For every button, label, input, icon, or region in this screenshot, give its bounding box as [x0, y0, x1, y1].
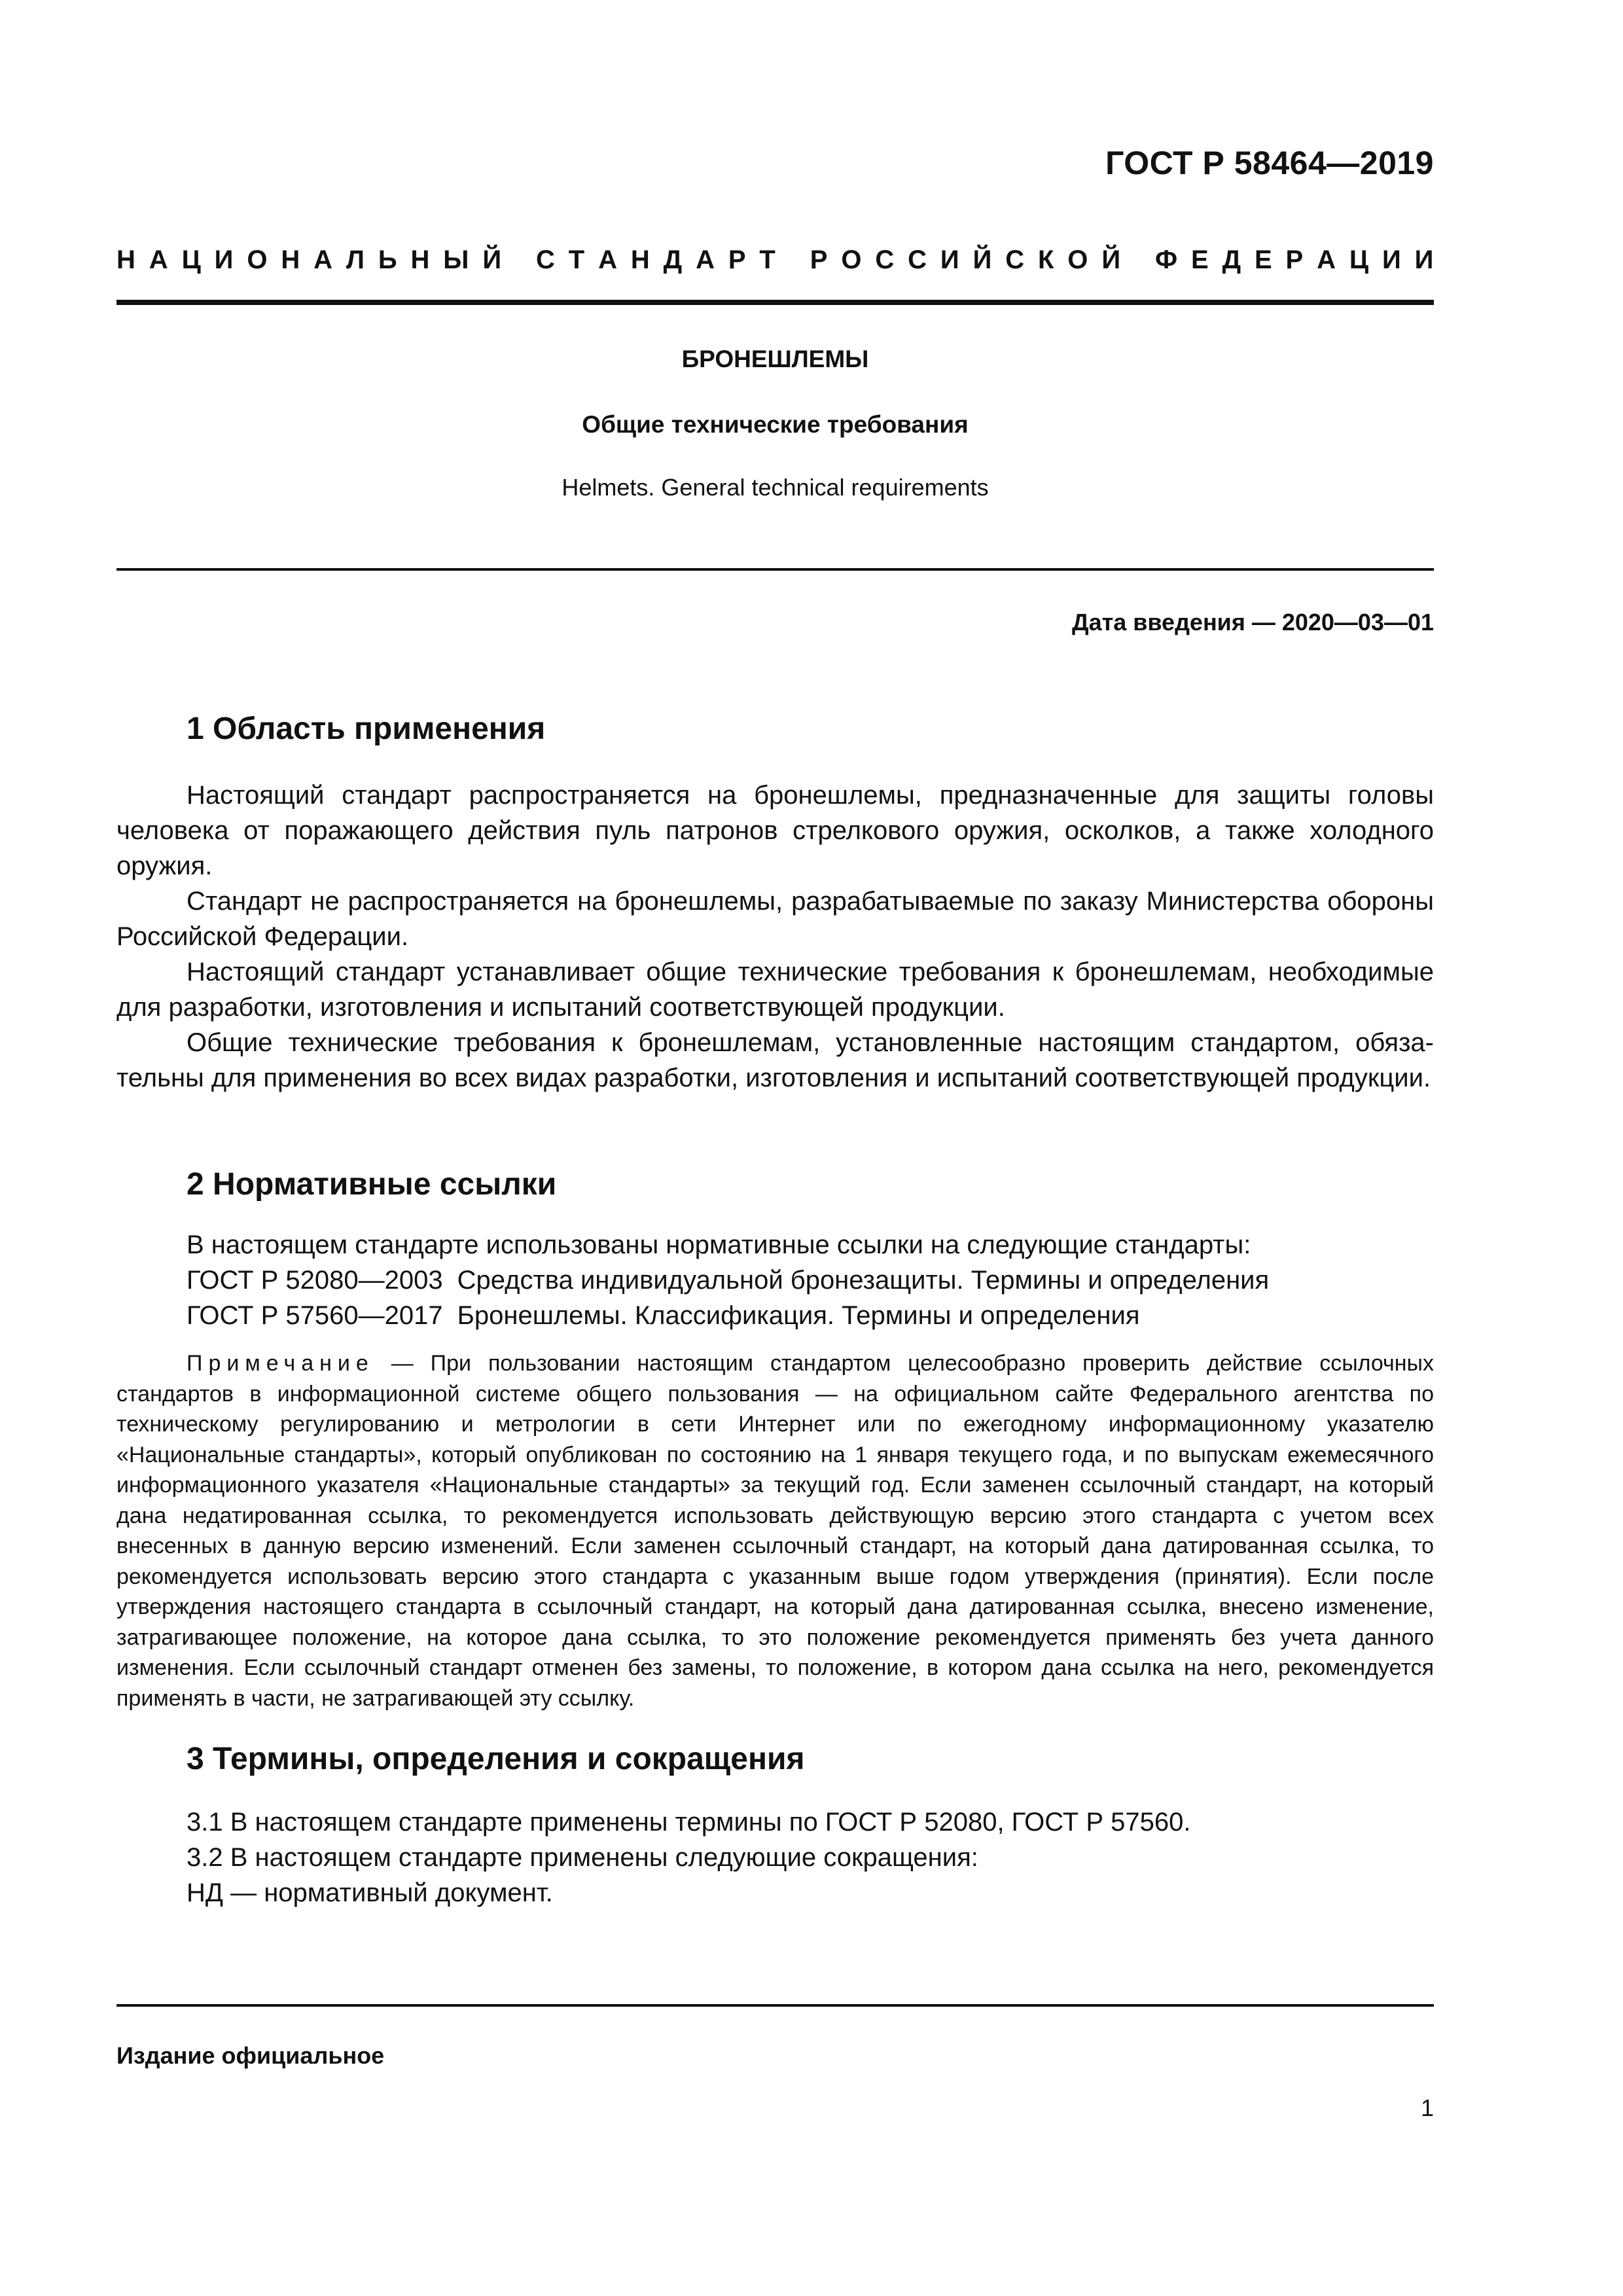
- banner-letter: [789, 245, 796, 275]
- banner-letter: [1134, 245, 1141, 275]
- banner-letter: О: [841, 245, 862, 274]
- reference-code: ГОСТ Р 57560—2017: [187, 1301, 443, 1330]
- section-heading-scope: 1 Область применения: [187, 711, 546, 746]
- banner-letter: Ц: [1349, 245, 1369, 274]
- scope-paragraph: Настоящий стандарт устанавливает общие технические требования к бронешлемам, необходимые для разработки, изготовления и испытаний соответствующей продукции.: [116, 958, 1434, 1022]
- section-heading-terms: 3 Термины, определения и сокращения: [187, 1742, 805, 1776]
- scope-paragraph: Стандарт не распространяется на бронешлемы, разрабатываемые по заказу Министерства обороны Российской Федерации.: [116, 887, 1434, 951]
- references-note: [116, 1348, 1434, 1713]
- banner-letter: Ь: [378, 245, 397, 274]
- banner-letter: Н: [410, 245, 430, 274]
- document-number: ГОСТ Р 58464—2019: [1105, 145, 1434, 181]
- national-standard-banner: [116, 245, 1434, 275]
- banner-letter: О: [247, 245, 268, 274]
- reference-title: Средства индивидуальной бронезащиты. Термины и определения: [457, 1266, 1270, 1295]
- header-rule: [116, 300, 1434, 305]
- banner-letter: И: [1382, 245, 1401, 274]
- banner-letter: А: [1317, 245, 1336, 274]
- banner-letter: Д: [1222, 245, 1241, 274]
- banner-letter: Д: [663, 245, 683, 274]
- title-rule: [116, 568, 1434, 571]
- banner-letter: А: [598, 245, 617, 274]
- note-label: Примечание: [187, 1351, 374, 1376]
- banner-letter: И: [1414, 245, 1434, 274]
- banner-letter: Е: [1254, 245, 1272, 274]
- banner-letter: Т: [568, 245, 585, 274]
- banner-letter: Н: [116, 245, 135, 274]
- banner-letter: С: [908, 245, 927, 274]
- banner-letter: С: [875, 245, 895, 274]
- banner-letter: Й: [482, 245, 502, 274]
- footer-rule: [116, 2004, 1434, 2007]
- banner-letter: Н: [630, 245, 650, 274]
- document-subtitle: Общие технические требования: [582, 411, 969, 438]
- banner-letter: А: [149, 245, 168, 274]
- page-number: 1: [1420, 2094, 1434, 2121]
- reference-item: [187, 1301, 1140, 1331]
- banner-letter: О: [1067, 245, 1088, 274]
- banner-letter: Т: [759, 245, 776, 274]
- banner-letter: Й: [972, 245, 992, 274]
- references-intro: В настоящем стандарте использованы нормативные ссылки на следующие стандарты:: [187, 1230, 1251, 1259]
- banner-letter: Ы: [443, 245, 469, 274]
- reference-item: [187, 1266, 1269, 1295]
- banner-letter: [515, 245, 522, 275]
- edition-label: Издание официальное: [116, 2042, 385, 2069]
- document-title: БРОНЕШЛЕМЫ: [681, 346, 869, 372]
- banner-letter: Р: [1285, 245, 1304, 274]
- banner-letter: Й: [1101, 245, 1121, 274]
- abbreviation-item: НД — нормативный документ.: [187, 1878, 553, 1907]
- banner-letter: Л: [346, 245, 365, 274]
- banner-letter: С: [536, 245, 555, 274]
- english-title: Helmets. General technical requirements: [562, 474, 989, 501]
- scope-paragraph: Общие технические требования к бронешлемам, установленные настоящим стандартом, обязательны для применения во всех видах разработки, изготовления и испытаний соответствующей продукции.: [116, 1028, 1434, 1092]
- banner-letter: Е: [1191, 245, 1209, 274]
- banner-letter: Р: [810, 245, 828, 274]
- banner-letter: И: [214, 245, 234, 274]
- banner-letter: И: [940, 245, 959, 274]
- note-text: — При пользовании настоящим стандартом целесообразно проверить действие ссылочных стандартов в информационной системе общего пользования — на официальном сайте Федерального агентства по техническому регулированию и метрологии в сети Интернет или по ежегодному информационному указателю «Национальные стандарты», который опубликован по состоянию на 1 января текущего года, и по выпускам ежемесячного информационного указателя «Национальные стандарты» за текущий год. Если заменен ссылочный стандарт, на который дана недатированная ссылка, то рекомендуется использовать действующую версию этого стандарта с учетом всех внесенных в данную версию изменений. Если заменен ссылочный стандарт, на который дана датированная ссылка, то рекомендуется использовать версию этого стандарта с указанным выше годом утверждения (принятия). Если после утверждения настоящего стандарта в ссылочный стандарт, на который дана датированная ссылка, внесено изменение, затрагивающее положение, на которое дана ссылка, то это положение рекомендуется применять без учета данного изменения. Если ссылочный стандарт отменен без замены, то положение, в котором дана ссылка на него, рекомендуется применять в части, не затрагивающей эту ссылку.: [116, 1351, 1434, 1711]
- introduction-date: Дата введения — 2020—03—01: [1071, 609, 1434, 636]
- banner-letter: Р: [728, 245, 746, 274]
- banner-letter: Ф: [1154, 245, 1178, 274]
- banner-letter: К: [1037, 245, 1054, 274]
- reference-code: ГОСТ Р 52080—2003: [187, 1266, 443, 1295]
- terms-item: 3.2 В настоящем стандарте применены следующие сокращения:: [187, 1843, 978, 1872]
- banner-letter: Н: [281, 245, 300, 274]
- scope-paragraph: Настоящий стандарт распространяется на бронешлемы, предназначенные для защиты головы человека от поражающего действия пуль патронов стрелкового оружия, осколков, а также холодного оружия.: [116, 781, 1434, 880]
- banner-letter: А: [696, 245, 715, 274]
- section-heading-references: 2 Нормативные ссылки: [187, 1167, 557, 1202]
- banner-letter: С: [1005, 245, 1025, 274]
- banner-letter: А: [313, 245, 332, 274]
- terms-item: 3.1 В настоящем стандарте применены термины по ГОСТ Р 52080, ГОСТ Р 57560.: [187, 1808, 1191, 1837]
- banner-letter: Ц: [181, 245, 201, 274]
- reference-title: Бронешлемы. Классификация. Термины и определения: [457, 1301, 1140, 1330]
